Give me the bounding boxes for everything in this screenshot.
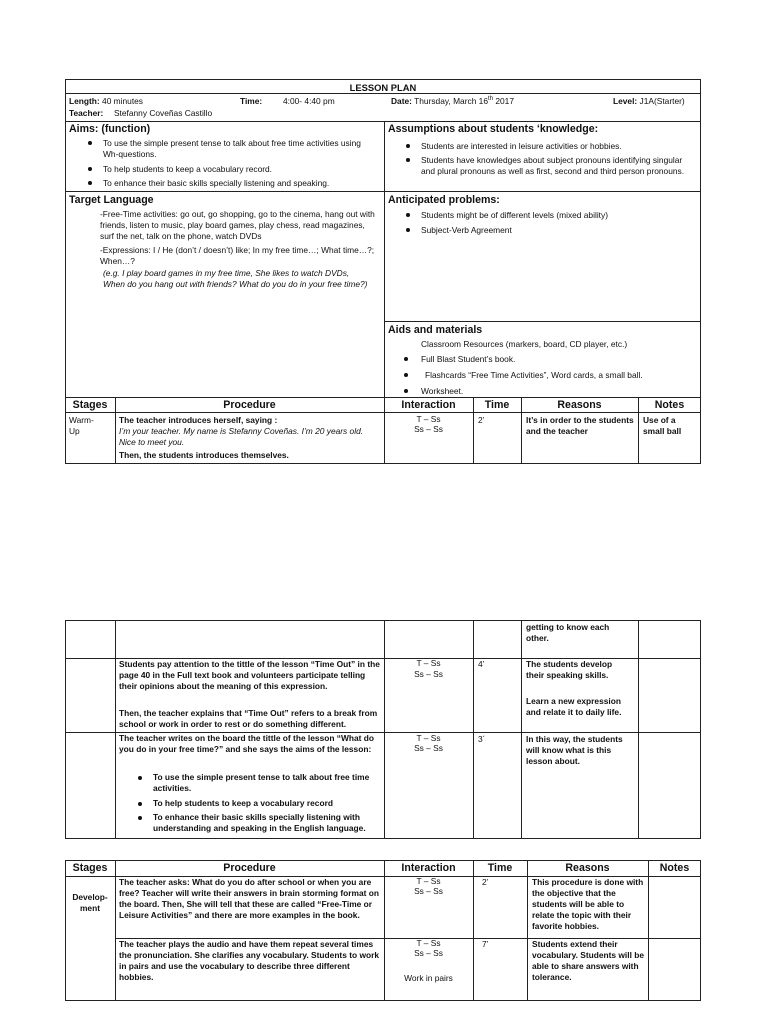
dev-row1-time: 2’	[482, 877, 489, 887]
row2-reasons: The students develop their speaking skills.	[526, 659, 613, 680]
date-label: Date:	[391, 96, 412, 106]
col-header-time: Time	[487, 862, 513, 874]
row2-reasons: Learn a new expression and relate it to daily life.	[526, 696, 622, 717]
bullet-icon	[404, 373, 408, 377]
target-language-examples: (e.g. I play board games in my free time, She likes to watch DVDs, When do you hang out with friends? What do you do in your free time?)	[103, 268, 368, 289]
col-header-time: Time	[484, 399, 510, 411]
warmup-interaction: Ss – Ss	[414, 424, 443, 434]
row2-interaction: T – Ss	[416, 658, 441, 668]
teacher-field	[69, 108, 212, 119]
col-header-procedure: Procedure	[223, 862, 276, 874]
warmup-reasons: It’s in order to the students and the teacher	[526, 415, 634, 436]
stage-warm-up: Warm-Up	[69, 415, 94, 436]
time-label: Time:	[240, 96, 263, 106]
anticipated-item: Subject-Verb Agreement	[421, 225, 512, 235]
dev-row1-reasons: This procedure is done with the objective that the students will be able to relate the topic with their favorite hobbies.	[532, 877, 644, 931]
warmup-procedure: The teacher introduces herself, saying :	[119, 415, 278, 425]
assumptions-heading: Assumptions about students ‘knowledge:	[388, 123, 599, 135]
anticipated-item: Students might be of different levels (mixed ability)	[421, 210, 608, 220]
aids-item: Full Blast Student’s book.	[421, 354, 516, 364]
bullet-icon	[138, 802, 142, 806]
date-field	[391, 96, 514, 107]
col-header-interaction: Interaction	[401, 862, 456, 874]
level-label: Level:	[613, 96, 638, 106]
bullet-icon	[404, 357, 408, 361]
row3-interaction: T – Ss	[416, 733, 441, 743]
length-value: 40 minutes	[102, 96, 143, 106]
teacher-label: Teacher:	[69, 108, 104, 118]
teacher-value: Stefanny Coveñas Castillo	[113, 108, 213, 118]
assumptions-item: Students are interested in leisure activities or hobbies.	[421, 141, 622, 151]
bullet-icon	[406, 158, 410, 162]
row3-time: 3´	[478, 734, 486, 744]
warmup-time: 2’	[478, 415, 485, 425]
bullet-icon	[88, 141, 92, 145]
bullet-icon	[406, 213, 410, 217]
row3-reasons: In this way, the students will know what is this lesson about.	[526, 734, 623, 766]
level-field	[613, 96, 685, 107]
stage-development: Develop-ment	[72, 892, 108, 913]
bullet-icon	[406, 228, 410, 232]
warmup-procedure-quote: I’m your teacher. My name is Stefanny Coveñas. I’m 20 years old. Nice to meet you.	[119, 426, 364, 447]
col-header-stages: Stages	[72, 862, 108, 874]
col-header-notes: Notes	[659, 862, 690, 874]
date-value: Thursday, March 16	[414, 96, 488, 106]
row2-procedure: Students pay attention to the tittle of the lesson “Time Out” in the page 40 in the Full text book and volunteers participate telling their opinions about the meaning of this expression.	[119, 659, 380, 691]
dev-row2-interaction: Ss – Ss	[414, 948, 443, 958]
target-language-activities: -Free-Time activities: go out, go shopping, go to the cinema, hang out with friends, listen to music, play board games, play chess, read magazines, surf the net, talk on the phone, watch DVDs	[100, 209, 375, 241]
row3-aim-item: To help students to keep a vocabulary record	[153, 798, 333, 808]
dev-row2-interaction: Work in pairs	[404, 973, 453, 983]
date-suffix: th	[488, 96, 494, 103]
bullet-icon	[88, 167, 92, 171]
col-header-notes: Notes	[654, 399, 685, 411]
aids-item: Worksheet.	[421, 386, 464, 396]
bullet-icon	[138, 776, 142, 780]
col-header-reasons: Reasons	[565, 862, 610, 874]
time-value: 4:00- 4:40 pm	[283, 96, 335, 106]
aids-item: Flashcards “Free Time Activities”, Word cards, a small ball.	[425, 370, 643, 380]
target-language-heading: Target Language	[69, 194, 154, 206]
aids-intro: Classroom Resources (markers, board, CD player, etc.)	[421, 339, 628, 349]
bullet-icon	[138, 816, 142, 820]
dev-row1-interaction: Ss – Ss	[414, 886, 443, 896]
dev-row1-procedure: The teacher asks: What do you do after school or when you are free? Teacher will write their answers in brain storming format on the board. Then, She will tell that these are called “Free-Time or Leisure Activities” and there are more examples in the book.	[119, 877, 379, 920]
aids-heading: Aids and materials	[388, 324, 483, 336]
continued-reasons: getting to know each other.	[526, 622, 610, 643]
bullet-icon	[406, 144, 410, 148]
row3-aim-item: To enhance their basic skills specially listening with understanding and speaking in the English language.	[153, 812, 366, 833]
level-value: J1A(Starter)	[639, 96, 685, 106]
length-label: Length:	[69, 96, 100, 106]
col-header-interaction: Interaction	[401, 399, 456, 411]
aims-item: To use the simple present tense to talk about free time activities using Wh-questions.	[103, 138, 361, 159]
date-year: 2017	[493, 96, 514, 106]
row2-procedure: Then, the teacher explains that “Time Out” refers to a break from school or work in order to rest or do something different.	[119, 708, 378, 729]
row3-procedure: The teacher writes on the board the tittle of the lesson “What do you do in your free time?” and she says the aims of the lesson:	[119, 733, 374, 754]
dev-row2-time: 7’	[482, 939, 489, 949]
bullet-icon	[88, 181, 92, 185]
page-title: LESSON PLAN	[349, 82, 417, 93]
dev-row2-reasons: Students extend their vocabulary. Students will be able to share answers with tolerance.	[532, 939, 645, 982]
row2-interaction: Ss – Ss	[414, 669, 443, 679]
row3-interaction: Ss – Ss	[414, 743, 443, 753]
target-language-expressions: -Expressions: I / He (don’t / doesn’t) like; In my free time…; What time…?; When…?	[100, 245, 375, 266]
col-header-procedure: Procedure	[223, 399, 276, 411]
anticipated-problems-heading: Anticipated problems:	[388, 194, 500, 206]
warmup-notes: Use of a small ball	[643, 415, 682, 436]
length-field	[69, 96, 143, 107]
warmup-interaction: T – Ss	[416, 414, 441, 424]
bullet-icon	[404, 389, 408, 393]
aims-item: To help students to keep a vocabulary record.	[103, 164, 272, 174]
row3-aim-item: To use the simple present tense to talk about free time activities.	[153, 772, 370, 793]
dev-row2-interaction: T – Ss	[416, 938, 441, 948]
col-header-reasons: Reasons	[557, 399, 602, 411]
assumptions-item: Students have knowledges about subject pronouns identifying singular and plural pronouns as well as first, second and third person pronouns.	[421, 155, 685, 176]
col-header-stages: Stages	[72, 399, 108, 411]
warmup-procedure: Then, the students introduces themselves.	[119, 450, 289, 460]
dev-row1-interaction: T – Ss	[416, 876, 441, 886]
aims-heading: Aims: (function)	[69, 123, 151, 135]
row2-time: 4’	[478, 659, 485, 669]
aims-item: To enhance their basic skills specially listening and speaking.	[103, 178, 330, 188]
dev-row2-procedure: The teacher plays the audio and have them repeat several times the pronunciation. She clarifies any vocabulary. Students to work in pairs and use the vocabulary to describe three different hobbies.	[119, 939, 379, 982]
